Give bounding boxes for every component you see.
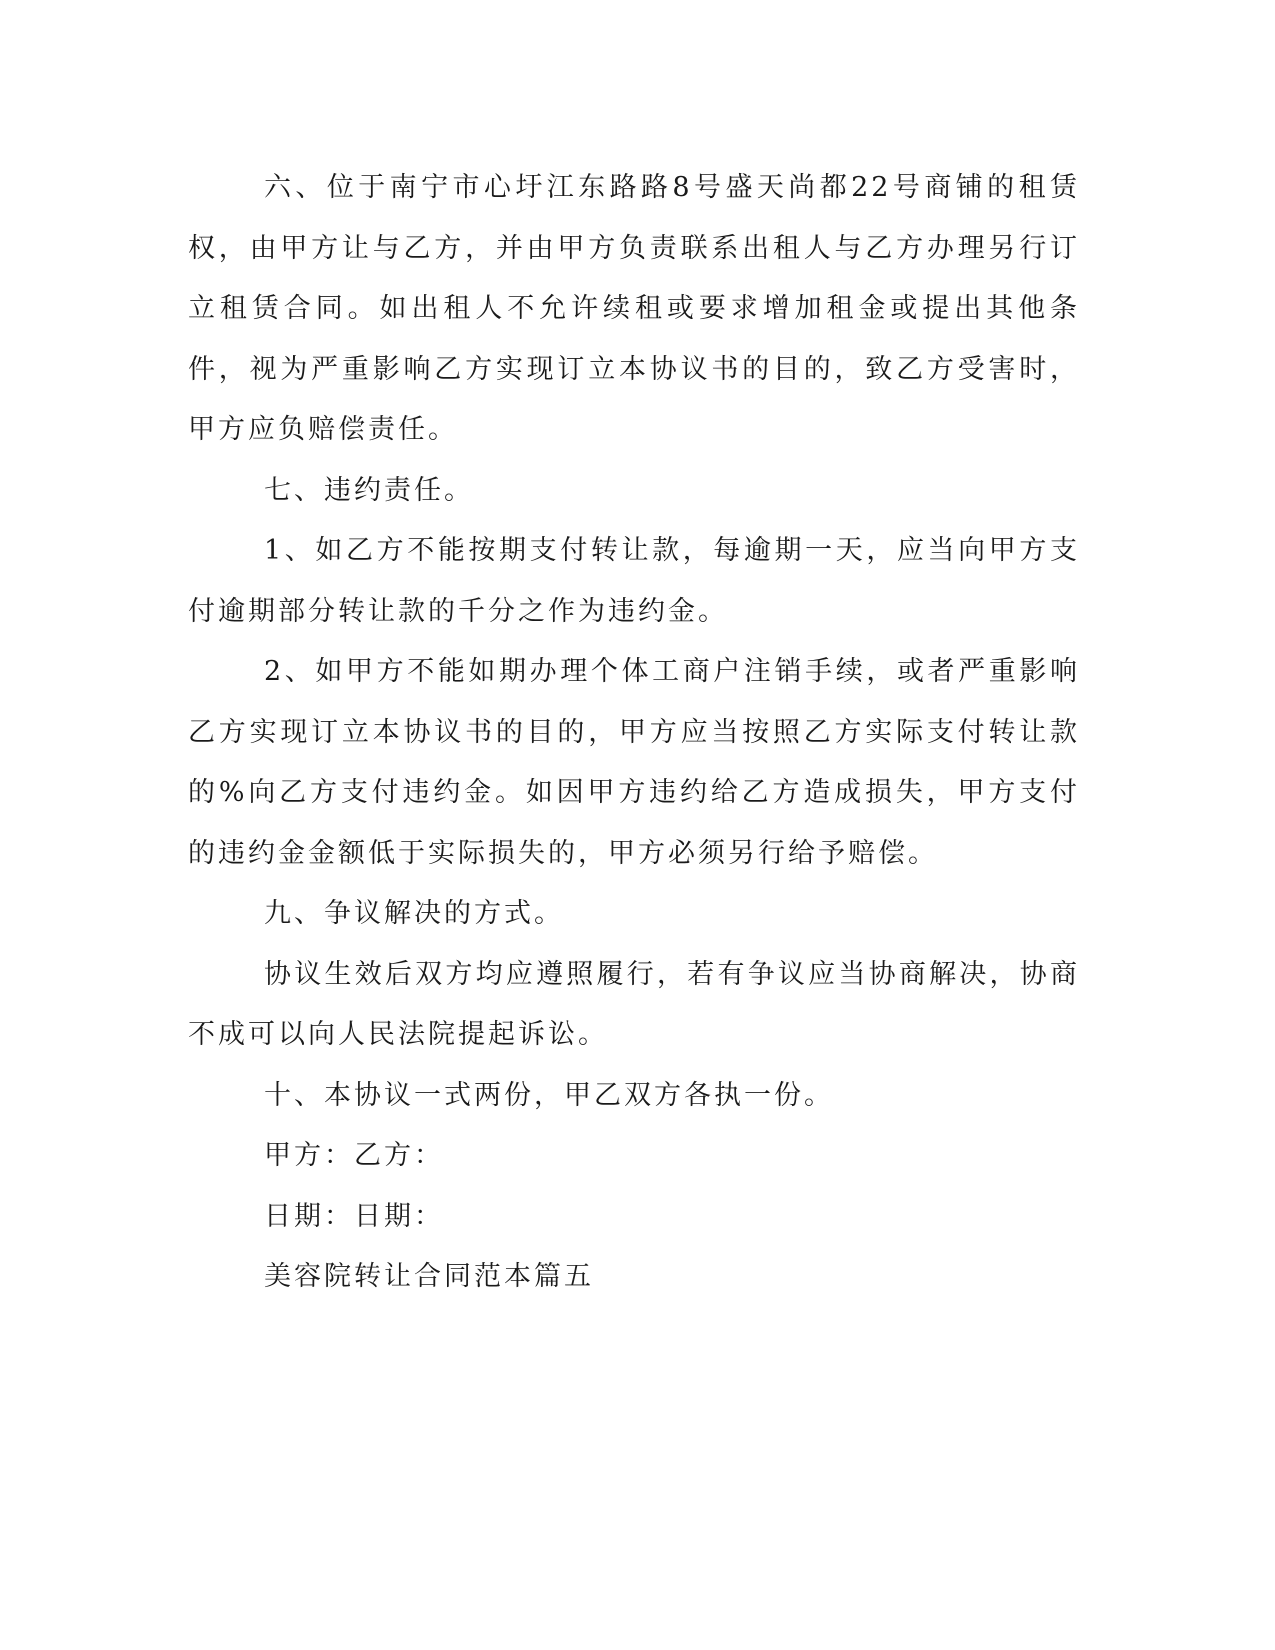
clause-seven-item-2: 2、如甲方不能如期办理个体工商户注销手续，或者严重影响乙方实现订立本协议书的目的，甲方应当按照乙方实际支付转让款的%向乙方支付违约金。如因甲方违约给乙方造成损失，甲方支付的违约金金额低于实际损失的，甲方必须另行给予赔偿。	[188, 656, 1080, 869]
clause-seven-item-1: 1、如乙方不能按期支付转让款，每逾期一天，应当向甲方支付逾期部分转让款的千分之作为违约金。	[188, 535, 1080, 627]
clause-ten-paragraph: 十、本协议一式两份，甲乙双方各执一份。	[264, 1079, 834, 1111]
clause-nine-paragraph: 协议生效后双方均应遵照履行，若有争议应当协商解决，协商不成可以向人民法院提起诉讼。	[188, 958, 1080, 1050]
next-section-title: 美容院转让合同范本篇五	[264, 1261, 594, 1292]
signature-date-line: 日期：日期：	[264, 1200, 444, 1232]
clause-six-paragraph: 六、位于南宁市心圩江东路路8号盛天尚都22号商铺的租赁权，由甲方让与乙方，并由甲方负责联系出租人与乙方办理另行订立租赁合同。如出租人不允许续租或要求增加租金或提出其他条件，视为严重影响乙方实现订立本协议书的目的，致乙方受害时，甲方应负赔偿责任。	[188, 172, 1080, 445]
clause-nine-heading: 九、争议解决的方式。	[264, 898, 564, 929]
signature-parties-line: 甲方：乙方：	[264, 1140, 444, 1171]
document-body	[188, 158, 1080, 1308]
clause-seven-heading: 七、违约责任。	[264, 474, 474, 506]
